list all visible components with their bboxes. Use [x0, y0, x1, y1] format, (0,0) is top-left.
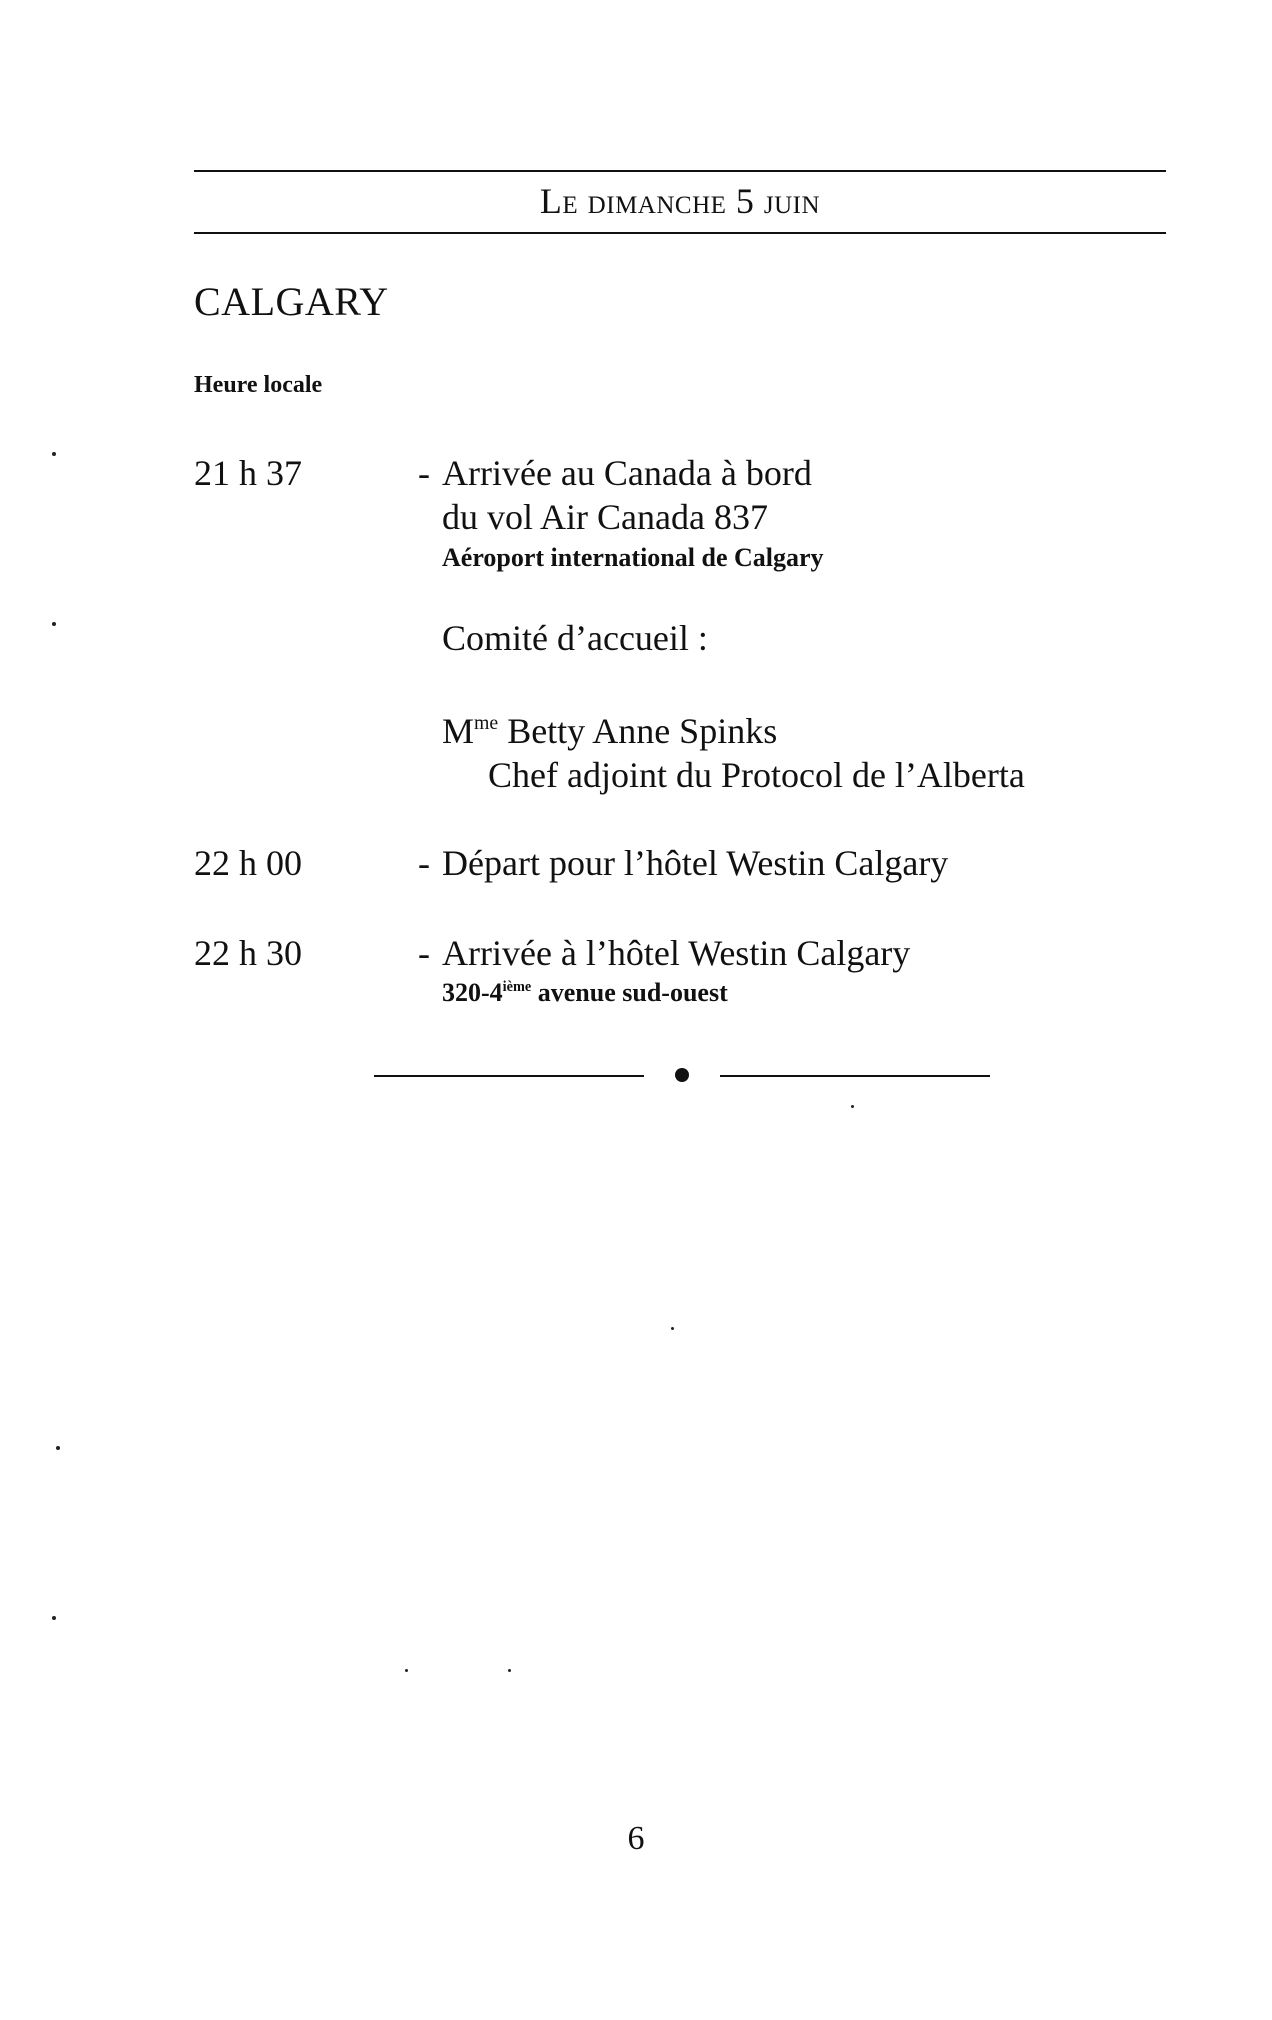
address-number: 320-4: [442, 978, 503, 1007]
entry-text-line: Arrivée à l’hôtel Westin Calgary: [442, 933, 911, 973]
entry-location: Aéroport international de Calgary: [442, 543, 824, 572]
local-time-label: Heure locale: [194, 372, 323, 398]
entry-dash: -: [418, 453, 430, 493]
entry-text-line: Départ pour l’hôtel Westin Calgary: [442, 843, 949, 883]
member-name: Betty Anne Spinks: [507, 711, 778, 751]
entry-dash: -: [418, 933, 430, 973]
committee-member-name: [442, 710, 777, 752]
scan-speck: [851, 1105, 854, 1108]
entry-text-line: Arrivée au Canada à bord: [442, 453, 812, 493]
committee-member-title: Chef adjoint du Protocol de l’Alberta: [488, 755, 1025, 795]
scan-speck: [405, 1669, 408, 1672]
separator-line-right: [720, 1075, 990, 1077]
scan-speck: [52, 1616, 56, 1620]
entry-time: 21 h 37: [194, 453, 302, 493]
scan-speck: [52, 452, 56, 456]
entry-address: [442, 978, 728, 1008]
entry-time: 22 h 30: [194, 933, 302, 973]
separator-bullet-icon: [675, 1068, 689, 1082]
address-street: avenue sud-ouest: [531, 978, 728, 1007]
scan-speck: [52, 622, 56, 626]
page-number: 6: [627, 1820, 645, 1857]
welcome-committee-label: Comité d’accueil :: [442, 618, 708, 658]
scan-speck: [508, 1669, 511, 1672]
title-prefix: M: [442, 711, 475, 751]
address-superscript: ième: [502, 979, 532, 995]
day-title: Le dimanche 5 juin: [539, 181, 821, 221]
entry-time: 22 h 00: [194, 843, 302, 883]
scan-speck: [671, 1327, 674, 1330]
scan-speck: [56, 1446, 60, 1450]
entry-text-line: du vol Air Canada 837: [442, 497, 768, 537]
entry-dash: -: [418, 843, 430, 883]
header-rule-top: [194, 170, 1166, 172]
title-prefix-superscript: me: [474, 712, 499, 735]
header-rule-bottom: [194, 232, 1166, 234]
city-heading: CALGARY: [194, 279, 389, 324]
separator-line-left: [374, 1075, 644, 1077]
